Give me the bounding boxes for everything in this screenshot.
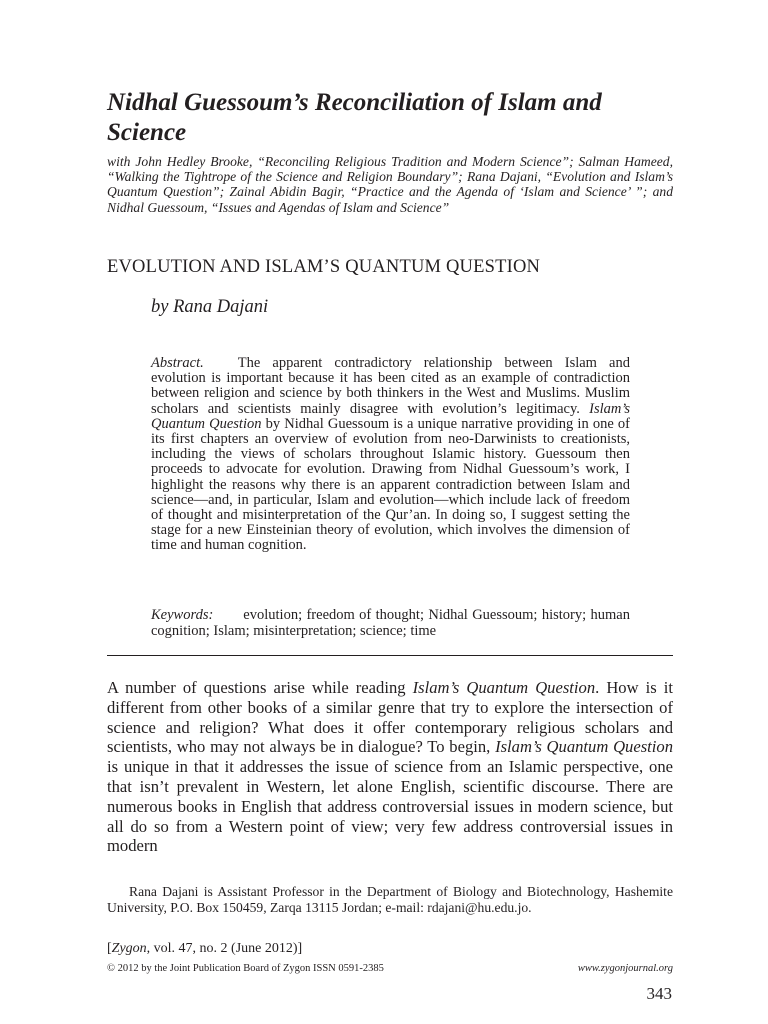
citation-open: [ xyxy=(107,941,112,956)
symposium-title: Nidhal Guessoum’s Reconciliation of Islam and Science xyxy=(107,89,602,146)
abstract-text-2: by Nidhal Guessoum is a unique narrative providing in one of its first chapters an overview of evolution from neo-Darwinists to creationists, including the views of scholars throughout Islamic history. Guessoum then proceeds to advocate for evolution. Drawing from Nidhal Guessoum’s work, I highlight the reasons why there is an apparent contradiction between Islam and science—and, in particular, Islam and evolution—which include lack of freedom of thought and misinterpretation of the Qur’an. In doing so, I suggest setting the stage for a new Einsteinian theory of evolution, which involves the dimension of time and human cognition. xyxy=(151,415,630,554)
page-number: 343 xyxy=(646,984,672,1003)
journal-citation xyxy=(107,941,302,957)
abstract-text-1: The apparent contradictory relationship between Islam and evolution is important because it has been cited as an example of contradiction between religion and science by both thinkers in the West and Muslims. Muslim scholars and scientists mainly disagree with evolution’s legitimacy. xyxy=(151,355,630,417)
symposium-subtitle: with John Hedley Brooke, “Reconciling Religious Tradition and Modern Science”; Salman Hameed, “Walking the Tightrope of the Science and Religion Boundary”; Rana Dajani, “Evolution and Islam’s Quantum Question”; Zainal Abidin Bagir, “Practice and the Agenda of ‘Islam and Science’ ”; and Nidhal Guessoum, “Issues and Agendas of Islam and Science” xyxy=(107,154,673,215)
body-text-b: . How is it different from other books of a similar genre that try to explore the intersection of science and religion? What does it offer contemporary religious scholars and scientists, who may not always be in dialogue? To begin, xyxy=(107,678,673,757)
author-footnote: Rana Dajani is Assistant Professor in the Department of Biology and Biotechnology, Hashemite University, P.O. Box 150459, Zarqa 13115 Jordan; e-mail: rdajani@hu.edu.jo. xyxy=(107,884,673,915)
body-text-a: A number of questions arise while reading xyxy=(107,678,413,697)
abstract xyxy=(151,356,630,554)
journal-name: Zygon xyxy=(111,941,147,956)
keywords-text: evolution; freedom of thought; Nidhal Guessoum; history; human cognition; Islam; misinterpretation; science; time xyxy=(151,607,630,639)
citation-rest: , vol. 47, no. 2 (June 2012)] xyxy=(146,941,303,956)
copyright-line: © 2012 by the Joint Publication Board of Zygon ISSN 0591-2385 xyxy=(107,963,384,974)
keywords xyxy=(151,607,630,639)
body-book-title-1: Islam’s Quantum Question xyxy=(412,678,596,697)
byline: by Rana Dajani xyxy=(151,297,269,317)
article-title: EVOLUTION AND ISLAM’S QUANTUM QUESTION xyxy=(107,257,541,277)
body-book-title-2: Islam’s Quantum Question xyxy=(495,737,673,757)
body-text-c: is unique in that it addresses the issue of science from an Islamic perspective, one that isn’t prevalent in Western, let alone English, scientific discourse. There are numerous books in English that address controversial issues in modern science, but all do so from a Western point of view; very few address controversial issues in modern xyxy=(107,757,673,856)
abstract-label: Abstract. xyxy=(151,355,204,371)
abstract-book-title: Islam’s Quantum Question xyxy=(151,400,630,432)
body-paragraph xyxy=(107,678,673,856)
keywords-label: Keywords: xyxy=(151,607,214,623)
section-divider xyxy=(107,655,673,656)
journal-url-link[interactable]: www.zygonjournal.org xyxy=(577,963,673,974)
